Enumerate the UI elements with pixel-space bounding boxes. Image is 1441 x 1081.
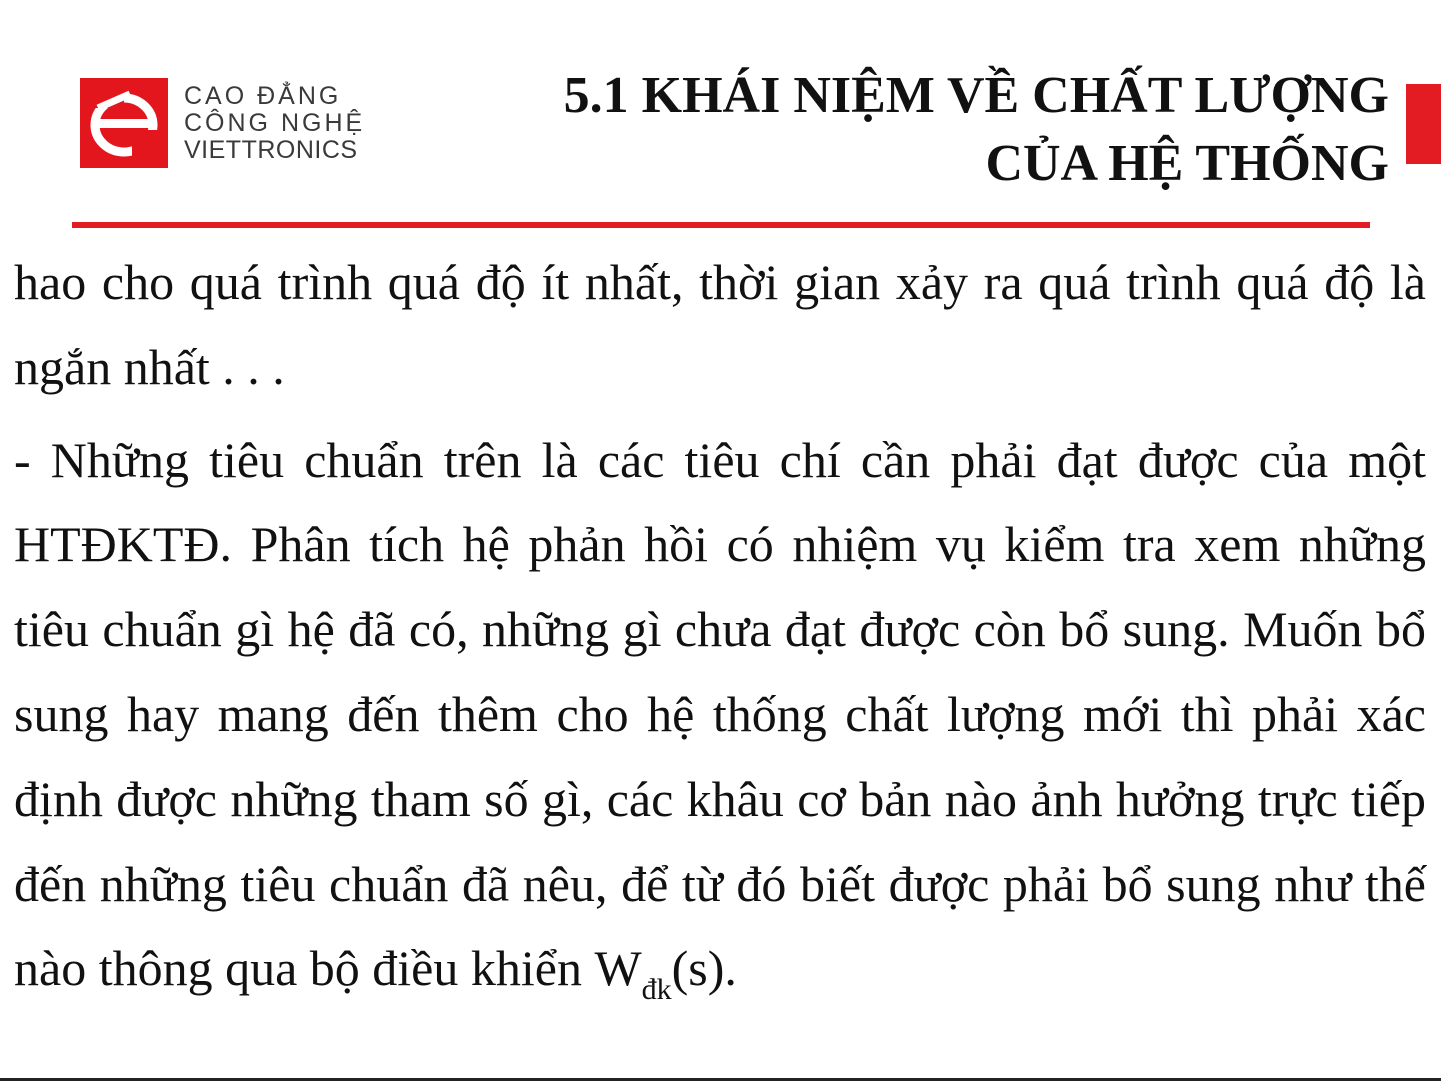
formula-subscript: đk	[641, 973, 672, 1007]
logo-line-3: VIETTRONICS	[184, 135, 358, 164]
logo-line-2: CÔNG NGHỆ	[184, 108, 366, 137]
logo-e-emblem-icon	[80, 78, 168, 168]
formula-base: W	[594, 940, 642, 997]
slide-title	[564, 62, 1389, 198]
slide-body	[14, 240, 1426, 1011]
formula-tail: (s).	[671, 940, 737, 997]
slide-title-line-2: CỦA HỆ THỐNG	[985, 135, 1389, 192]
college-logo	[80, 78, 365, 168]
paragraph-1: hao cho quá trình quá độ ít nhất, thời gian xảy ra quá trình quá độ là ngắn nhất . . .	[14, 254, 1426, 395]
header-divider	[72, 222, 1370, 228]
logo-wordmark	[184, 83, 365, 164]
logo-line-1: CAO ĐẲNG	[184, 81, 342, 110]
transfer-function-formula	[594, 926, 736, 1011]
paragraph-2-text: - Những tiêu chuẩn trên là các tiêu chí cần phải đạt được của một HTĐKTĐ. Phân tích hệ phản hồi có nhiệm vụ kiểm tra xem những tiêu chuẩn gì hệ đã có, những gì chưa đạt được còn bổ sung. Muốn bổ sung hay mang đến thêm cho hệ thống chất lượng mới thì phải xác định được những tham số gì, các khâu cơ bản nào ảnh hưởng trực tiếp đến những tiêu chuẩn đã nêu, để từ đó biết được phải bổ sung như thế nào thông qua bộ điều khiển	[14, 431, 1426, 997]
title-accent-bar	[1406, 84, 1441, 164]
slide-title-line-1: 5.1 KHÁI NIỆM VỀ CHẤT LƯỢNG	[563, 67, 1389, 124]
paragraph-2	[14, 418, 1426, 1012]
